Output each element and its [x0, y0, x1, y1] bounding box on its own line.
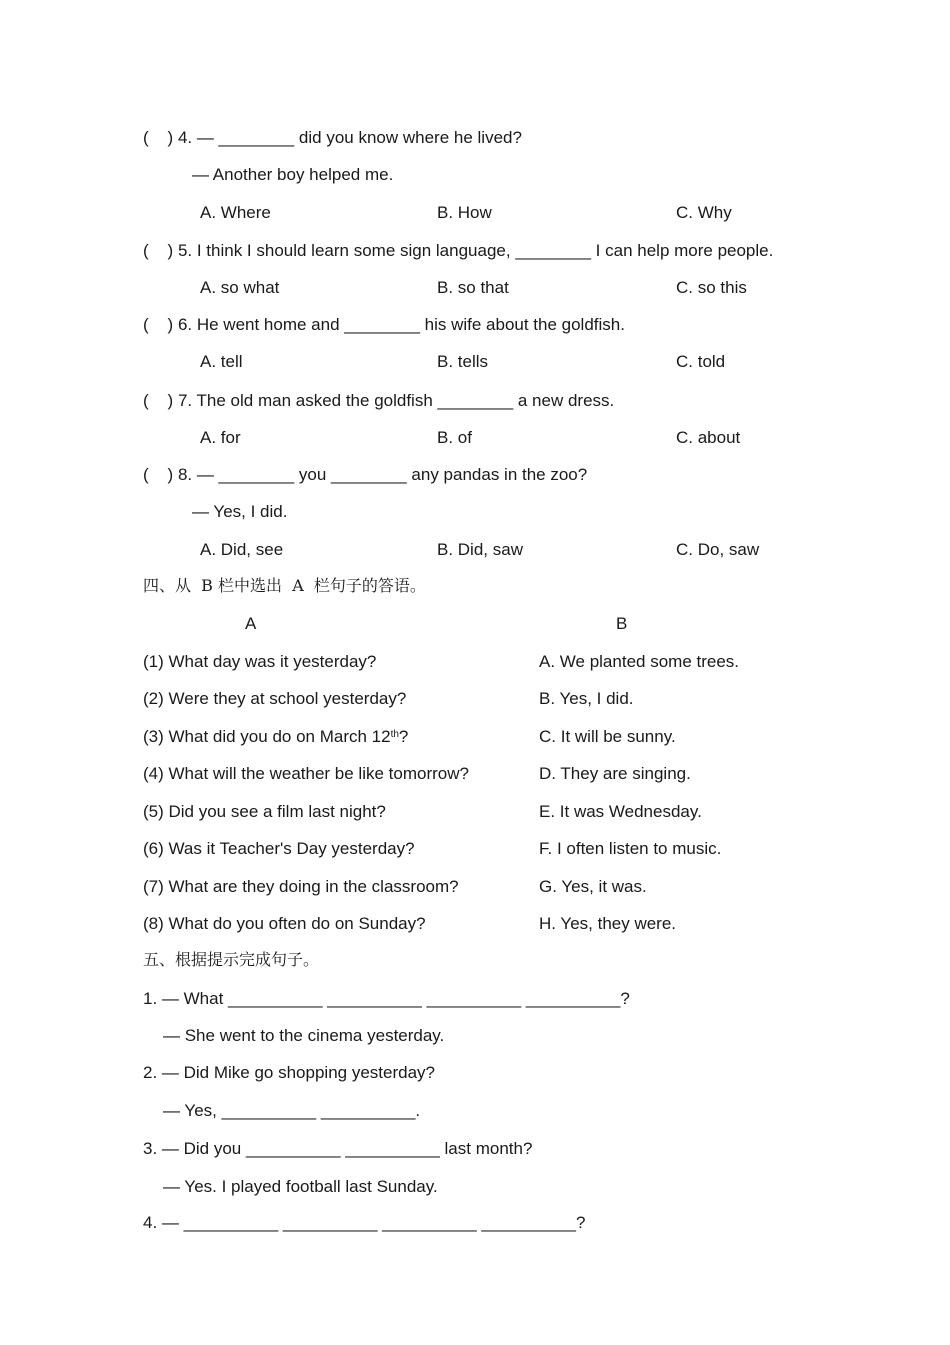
match-answer: C. It will be sunny. — [539, 727, 676, 746]
question-6: ( ) 6. He went home and ________ his wife about the goldfish. — [143, 315, 625, 334]
option-c: C. about — [676, 428, 741, 447]
match-question — [143, 727, 408, 747]
completion-line: — Yes. I played football last Sunday. — [163, 1177, 438, 1196]
match-answer: H. Yes, they were. — [539, 914, 677, 933]
question-8-answer-line: — Yes, I did. — [192, 502, 288, 521]
question-4-answer-line: — Another boy helped me. — [192, 165, 394, 184]
question-mark: ? — [398, 727, 409, 746]
match-question: (4) What will the weather be like tomorrow? — [143, 764, 469, 783]
match-question: (1) What day was it yesterday? — [143, 652, 377, 671]
completion-line: 3. — Did you __________ __________ last month? — [143, 1139, 533, 1158]
option-a: A. Did, see — [200, 540, 284, 559]
column-b-header: B — [616, 614, 628, 633]
match-question: (6) Was it Teacher's Day yesterday? — [143, 839, 415, 858]
match-answer: A. We planted some trees. — [539, 652, 740, 671]
question-7: ( ) 7. The old man asked the goldfish ________ a new dress. — [143, 391, 615, 410]
match-answer: E. It was Wednesday. — [539, 802, 702, 821]
option-b: B. How — [437, 203, 492, 222]
option-a: A. so what — [200, 278, 280, 297]
option-c: C. told — [676, 352, 726, 371]
option-c: C. Do, saw — [676, 540, 760, 559]
completion-line: — Yes, __________ __________. — [163, 1101, 421, 1120]
match-answer: B. Yes, I did. — [539, 689, 634, 708]
option-b: B. of — [437, 428, 472, 447]
completion-line: — She went to the cinema yesterday. — [163, 1026, 445, 1045]
match-answer: D. They are singing. — [539, 764, 691, 783]
option-a: A. Where — [200, 203, 271, 222]
match-question: (2) Were they at school yesterday? — [143, 689, 407, 708]
completion-line: 1. — What __________ __________ __________ __________? — [143, 989, 630, 1008]
option-b: B. tells — [437, 352, 489, 371]
section-5-title: 五、根据提示完成句子。 — [143, 950, 320, 969]
match-question-text: (3) What did you do on March 12 — [143, 727, 391, 746]
option-b: B. so that — [437, 278, 509, 297]
match-question: (5) Did you see a film last night? — [143, 802, 386, 821]
option-c: C. so this — [676, 278, 747, 297]
match-answer: F. I often listen to music. — [539, 839, 722, 858]
ordinal-suffix: th — [390, 729, 399, 740]
question-5: ( ) 5. I think I should learn some sign language, ________ I can help more people. — [143, 241, 774, 260]
match-question: (7) What are they doing in the classroom? — [143, 877, 459, 896]
completion-line: 2. — Did Mike go shopping yesterday? — [143, 1063, 435, 1082]
question-4: ( ) 4. — ________ did you know where he lived? — [143, 128, 522, 147]
option-c: C. Why — [676, 203, 732, 222]
option-a: A. tell — [200, 352, 243, 371]
option-a: A. for — [200, 428, 241, 447]
option-b: B. Did, saw — [437, 540, 523, 559]
completion-line: 4. — __________ __________ __________ __________? — [143, 1213, 586, 1232]
match-answer: G. Yes, it was. — [539, 877, 647, 896]
match-question: (8) What do you often do on Sunday? — [143, 914, 426, 933]
question-8: ( ) 8. — ________ you ________ any pandas in the zoo? — [143, 465, 588, 484]
section-4-title: 四、从 B 栏中选出 A 栏句子的答语。 — [143, 576, 426, 595]
column-a-header: A — [245, 614, 257, 633]
